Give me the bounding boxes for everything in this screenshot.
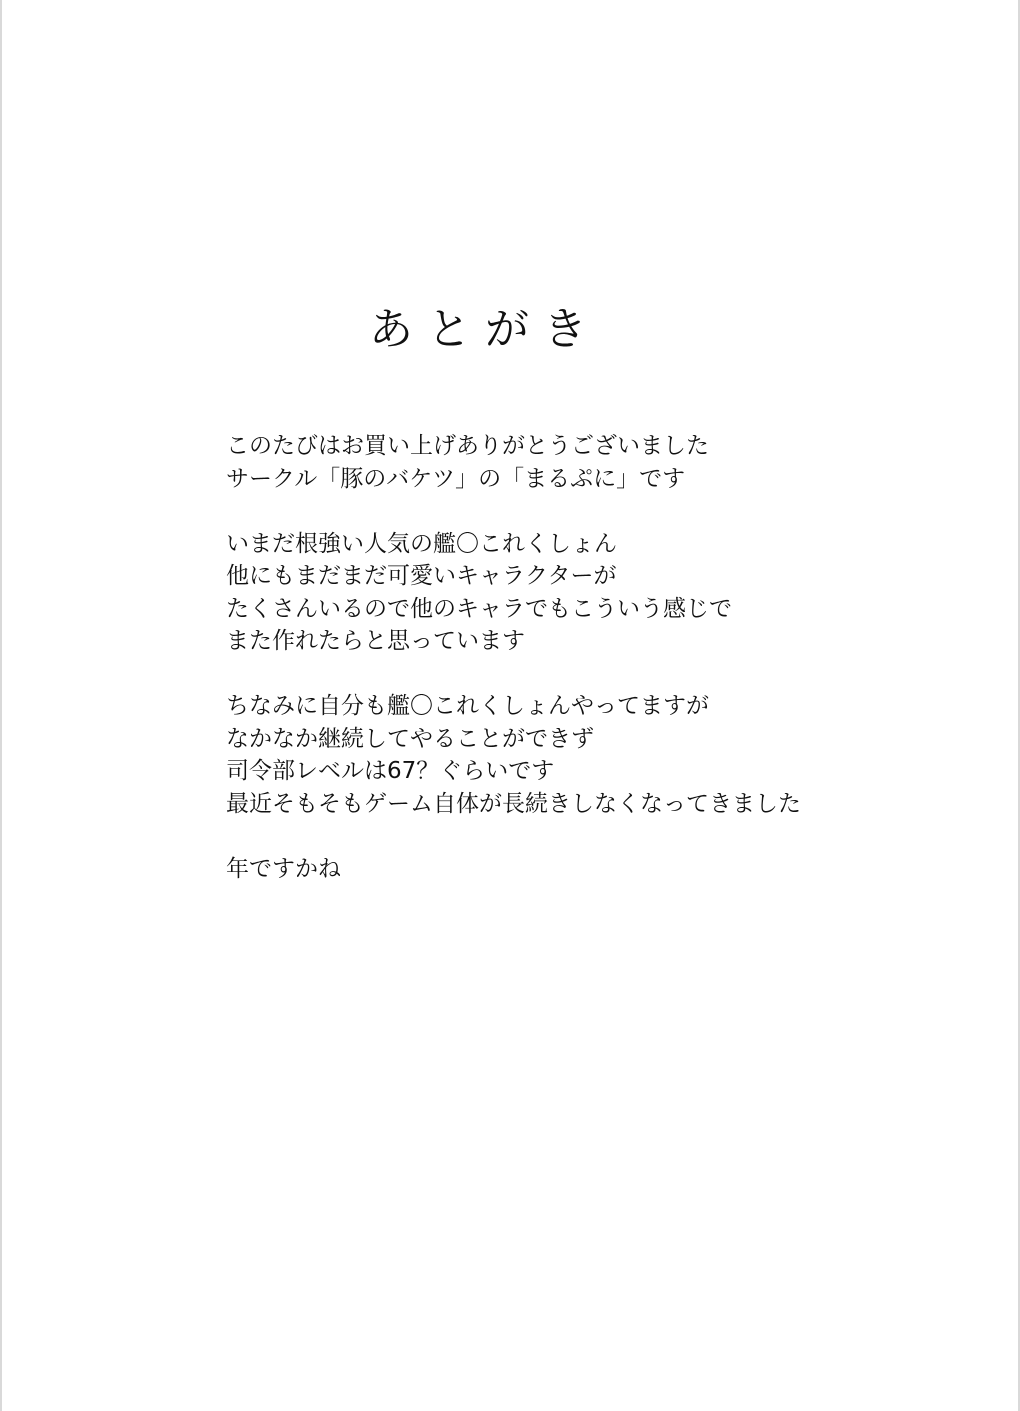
- text-line: 他にもまだまだ可愛いキャラクターが: [226, 563, 617, 589]
- page-title: あとがき: [369, 304, 601, 355]
- text-line: サークル「豚のバケツ」の「まるぷに」です: [226, 465, 686, 492]
- text-line: たくさんいるので他のキャラでもこういう感じで: [226, 595, 732, 622]
- afterword-body: [226, 430, 986, 918]
- text-line: また作れたらと思っています: [226, 628, 525, 654]
- text-line: このたびはお買い上げありがとうございました: [226, 433, 709, 459]
- text-line: いまだ根強い人気の艦〇これくしょん: [226, 530, 617, 557]
- text-line: ちなみに自分も艦〇これくしょんやってますが: [226, 693, 709, 719]
- paragraph-closing: [226, 853, 986, 886]
- text-line: 最近そもそもゲーム自体が長続きしなくなってきました: [226, 790, 801, 817]
- text-line: 司令部レベルは67？ぐらいです: [226, 758, 555, 784]
- page-left-edge: [0, 0, 2, 1411]
- paragraph-personal: [226, 690, 986, 820]
- text-line: 年ですかね: [226, 855, 341, 882]
- paragraph-greeting: [226, 430, 986, 495]
- text-line: なかなか継続してやることができず: [226, 725, 594, 752]
- paragraph-popularity: [226, 528, 986, 658]
